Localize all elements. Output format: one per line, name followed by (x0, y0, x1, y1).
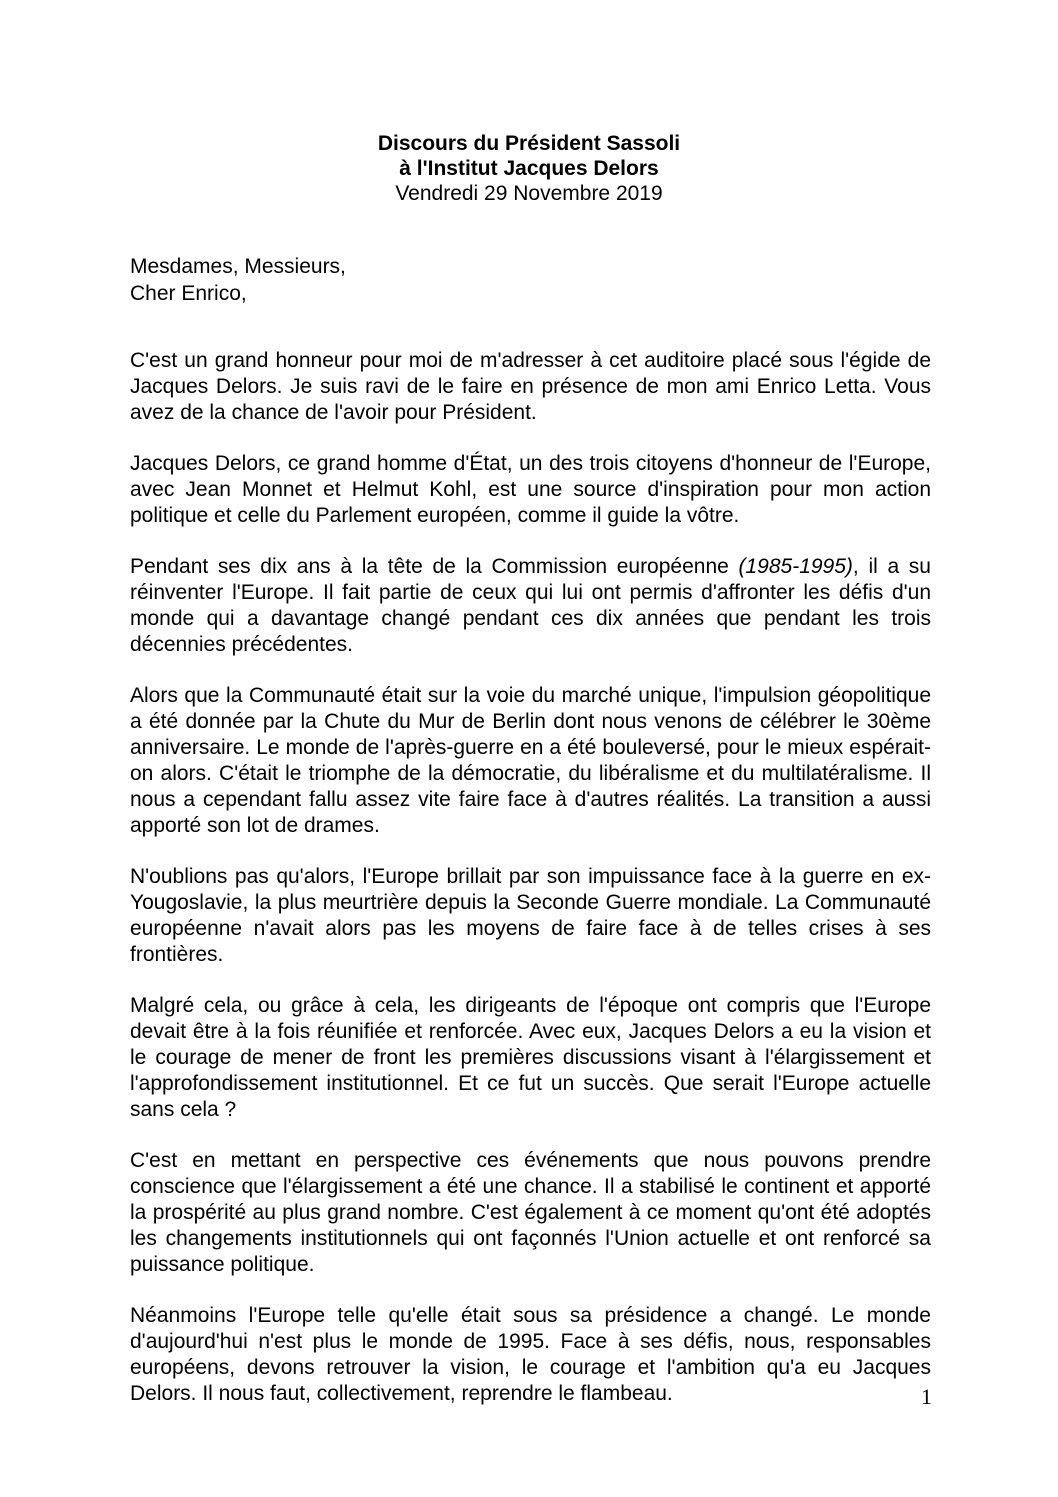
paragraph-8: Néanmoins l'Europe telle qu'elle était sous sa présidence a changé. Le monde d'aujourd'hui n'est plus le monde de 1995. Face à ses défis, nous, responsables européens, devons retrouver la vision, le courage et l'ambition qu'a eu Jacques Delors. Il nous faut, collectivement, reprendre le flambeau. (130, 1304, 931, 1405)
salutation (130, 253, 346, 307)
paragraph-3-end: , il a su réinventer l'Europe. Il fait partie de ceux qui lui ont permis d'affronter les défis d'un monde qui a davantage changé pendant ces dix années que pendant les trois décennies précédentes. (130, 555, 931, 656)
paragraph-5: N'oublions pas qu'alors, l'Europe brillait par son impuissance face à la guerre en ex-Yougoslavie, la plus meurtrière depuis la Seconde Guerre mondiale. La Communauté européenne n'avait alors pas les moyens de faire face à de telles crises à ses frontières. (130, 865, 931, 966)
paragraph-7: C'est en mettant en perspective ces événements que nous pouvons prendre conscience que l'élargissement a été une chance. Il a stabilisé le continent et apporté la prospérité au plus grand nombre. C'est également à ce moment qu'ont été adoptés les changements institutionnels qui ont façonnés l'Union actuelle et ont renforcé sa puissance politique. (130, 1149, 931, 1276)
paragraph-1: C'est un grand honneur pour moi de m'adresser à cet auditoire placé sous l'égide de Jacques Delors. Je suis ravi de le faire en présence de mon ami Enrico Letta. Vous avez de la chance de l'avoir pour Président. (130, 349, 931, 424)
paragraph-3-start: Pendant ses dix ans à la tête de la Commission européenne (130, 555, 739, 578)
speech-body (130, 348, 931, 1432)
paragraph-4: Alors que la Communauté était sur la voie du marché unique, l'impulsion géopolitique a été donnée par la Chute du Mur de Berlin dont nous venons de célébrer le 30ème anniversaire. Le monde de l'après-guerre en a été bouleversé, pour le mieux espérait-on alors. C'était le triomphe de la démocratie, du libéralisme et du multilatéralisme. Il nous a cependant fallu assez vite faire face à d'autres réalités. La transition a aussi apporté son lot de drames. (130, 684, 931, 837)
paragraph-3-years: (1985-1995) (738, 555, 853, 578)
salutation-line-2: Cher Enrico, (130, 282, 247, 305)
salutation-line-1: Mesdames, Messieurs, (130, 255, 346, 278)
speech-venue: à l'Institut Jacques Delors (399, 157, 659, 180)
speech-date: Vendredi 29 Novembre 2019 (395, 182, 663, 205)
page-number: 1 (921, 1384, 932, 1409)
paragraph-6: Malgré cela, ou grâce à cela, les dirigeants de l'époque ont compris que l'Europe devait être à la fois réunifiée et renforcée. Avec eux, Jacques Delors a eu la vision et le courage de mener de front les premières discussions visant à l'élargissement et l'approfondissement institutionnel. Et ce fut un succès. Que serait l'Europe actuelle sans cela ? (130, 994, 931, 1121)
paragraph-3 (130, 554, 931, 658)
paragraph-2: Jacques Delors, ce grand homme d'État, un des trois citoyens d'honneur de l'Europe, avec Jean Monnet et Helmut Kohl, est une source d'inspiration pour mon action politique et celle du Parlement européen, comme il guide la vôtre. (130, 452, 931, 527)
speech-header (0, 131, 1058, 206)
speech-title: Discours du Président Sassoli (377, 132, 681, 155)
